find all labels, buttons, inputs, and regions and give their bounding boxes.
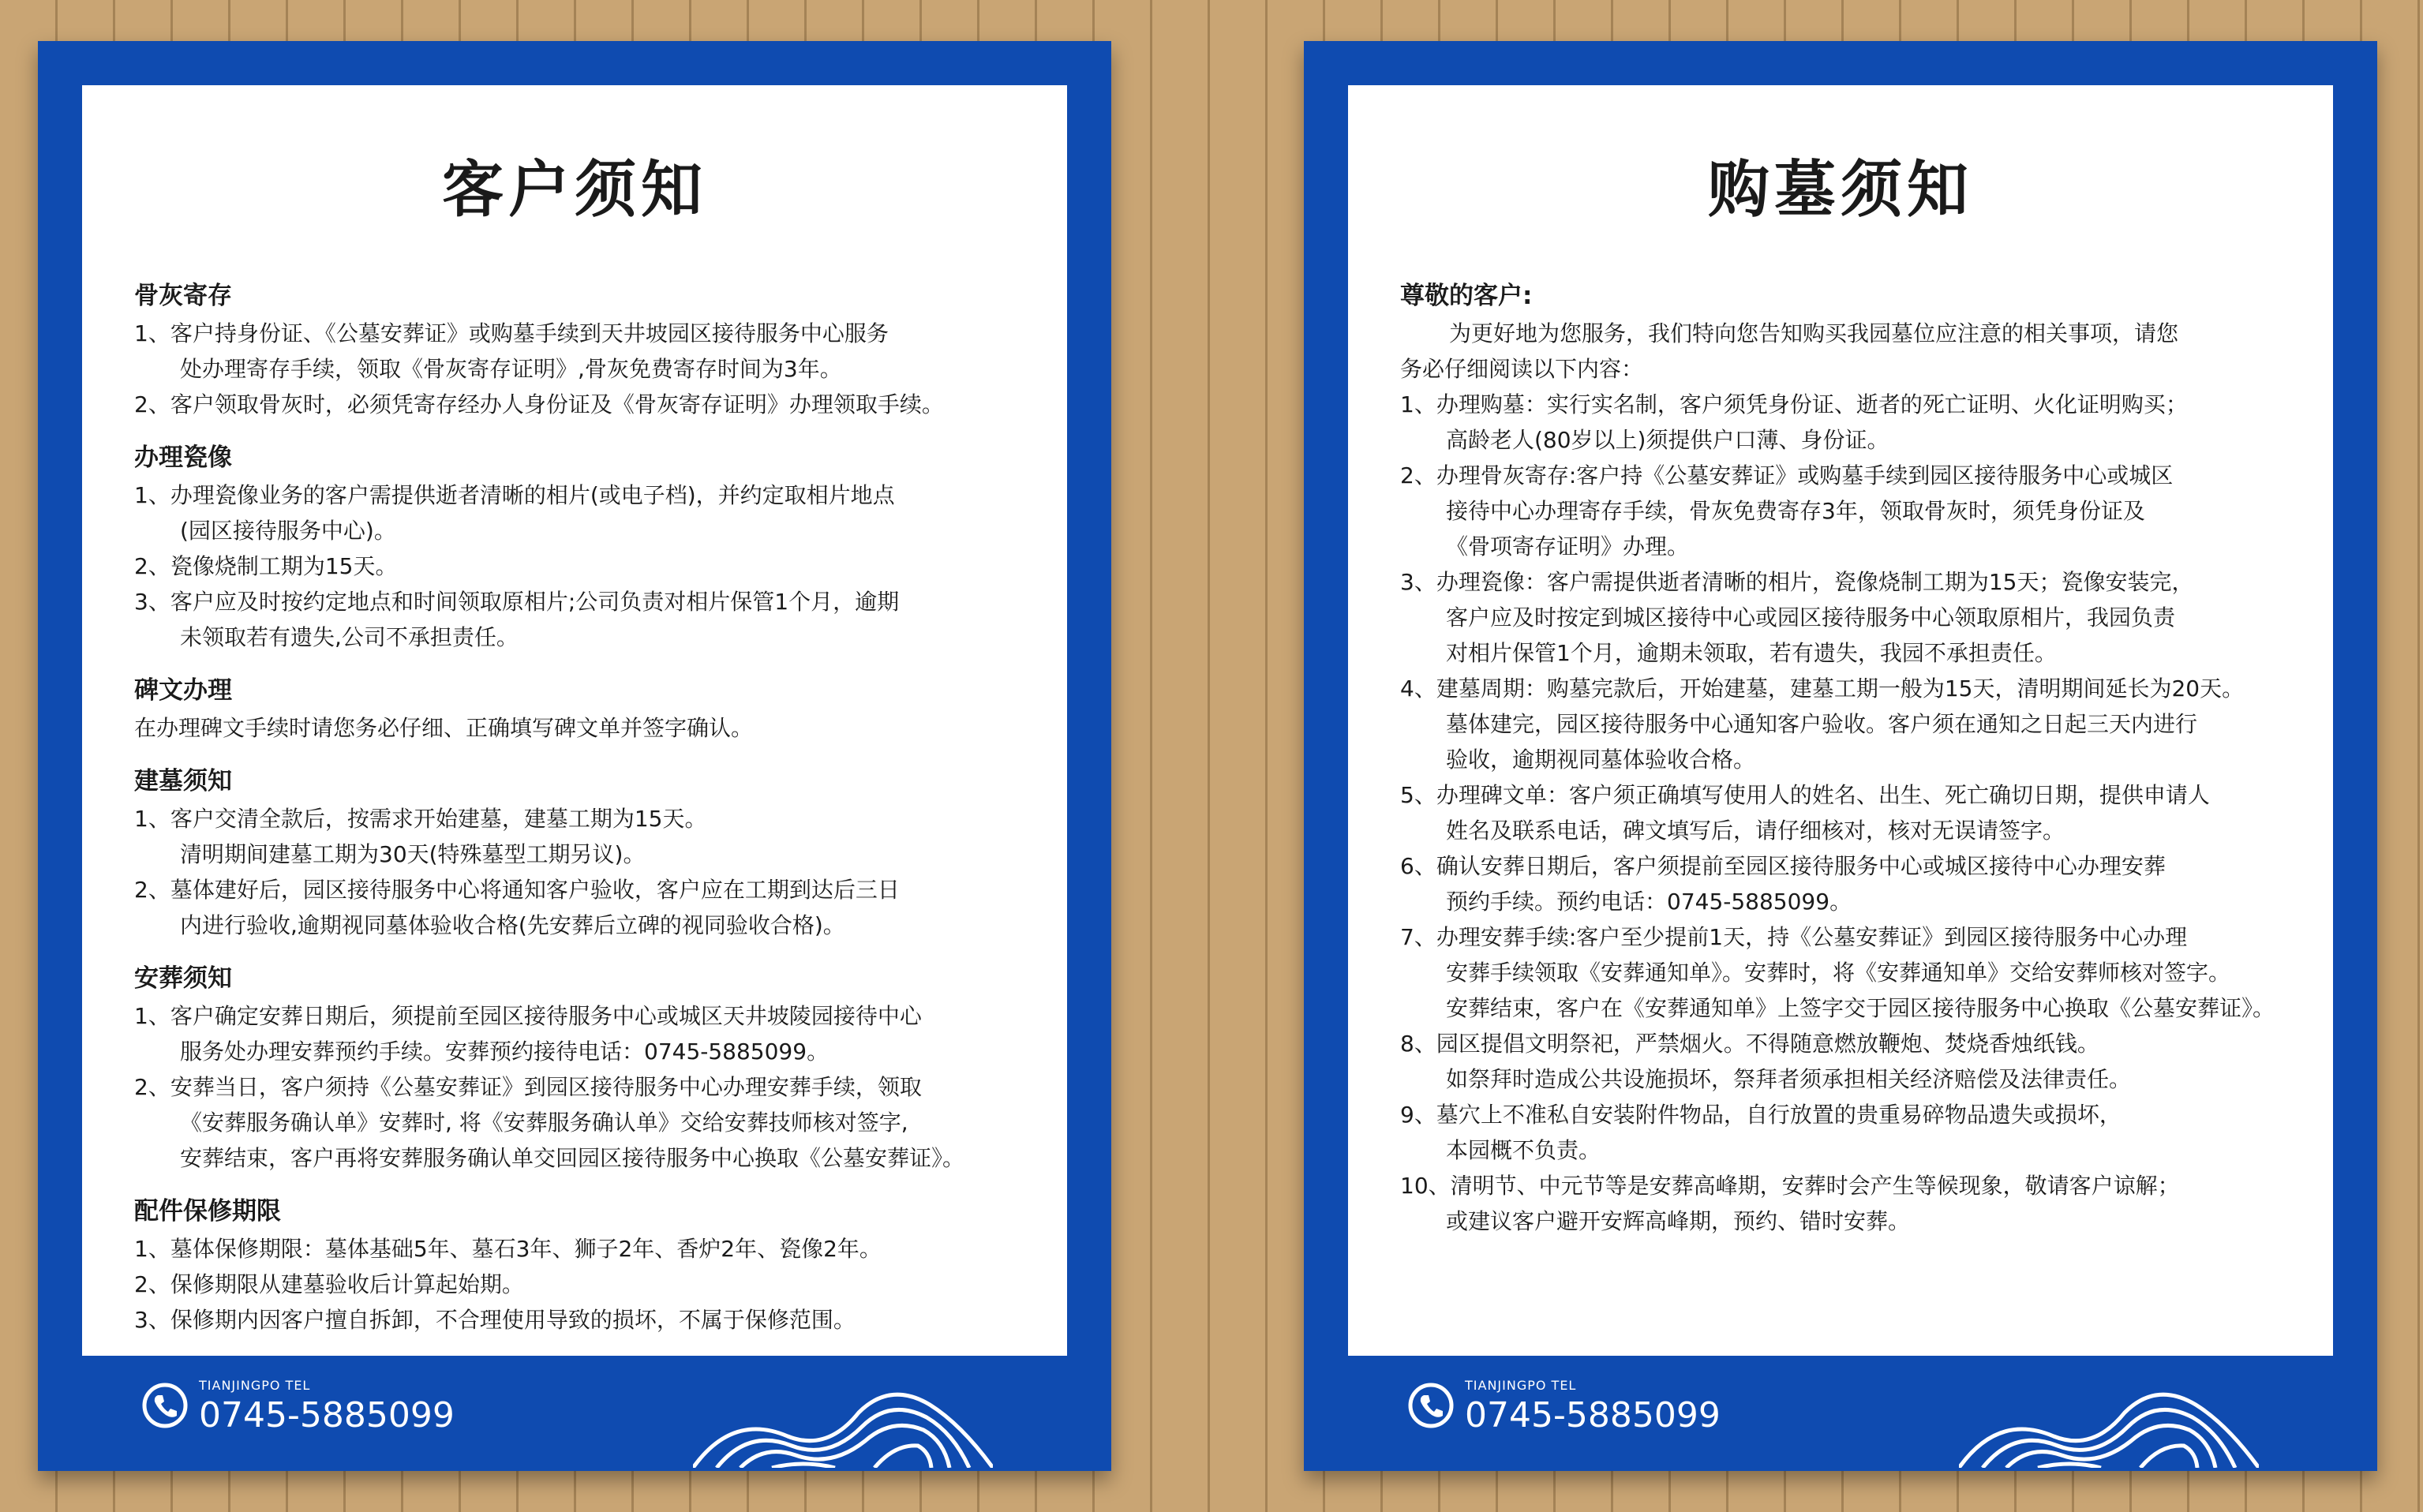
notice-line: 《安葬服务确认单》安葬时, 将《安葬服务确认单》交给安葬技师核对签字, — [180, 1110, 908, 1136]
notice-line: 为更好地为您服务，我们特向您告知购买我园墓位应注意的相关事项，请您 — [1449, 320, 2179, 346]
section-heading: 办理瓷像 — [134, 443, 232, 472]
notice-line: 对相片保管1个月，逾期未领取，若有遗失，我园不承担责任。 — [1446, 640, 2057, 666]
notice-line: (园区接待服务中心)。 — [180, 518, 396, 544]
notice-line: 7、办理安葬手续:客户至少提前1天，持《公墓安葬证》到园区接待服务中心办理 — [1400, 924, 2188, 950]
notice-line: 安葬手续领取《安葬通知单》。安葬时，将《安葬通知单》交给安葬师核对签字。 — [1446, 960, 2231, 986]
notice-line: 1、客户交清全款后，按需求开始建墓，建墓工期为15天。 — [134, 806, 707, 832]
notice-line: 客户应及时按定到城区接待中心或园区接待服务中心领取原相片，我园负责 — [1446, 604, 2176, 631]
notice-line: 3、保修期内因客户擅自拆卸，不合理使用导致的损坏，不属于保修范围。 — [134, 1307, 856, 1333]
section-heading: 建墓须知 — [134, 767, 232, 795]
left-section — [134, 276, 1015, 422]
notice-line: 姓名及联系电话，碑文填写后，请仔细核对，核对无误请签字。 — [1446, 818, 2065, 844]
right-notice-paper — [1348, 85, 2333, 1356]
notice-line: 5、办理碑文单：客户须正确填写使用人的姓名、出生、死亡确切日期，提供申请人 — [1400, 782, 2210, 808]
notice-line: 8、园区提倡文明祭祀，严禁烟火。不得随意燃放鞭炮、焚烧香烛纸钱。 — [1400, 1031, 2099, 1057]
notice-line: 在办理碑文手续时请您务必仔细、正确填写碑文单并签字确认。 — [134, 715, 754, 741]
phone-icon — [1406, 1381, 1455, 1433]
mountain-wave-logo-icon — [693, 1381, 993, 1471]
footer-phone-number: 0745-5885099 — [199, 1395, 455, 1435]
notice-line: 2、客户领取骨灰时，必须凭寄存经办人身份证及《骨灰寄存证明》办理领取手续。 — [134, 391, 944, 417]
notice-line: 2、安葬当日，客户须持《公墓安葬证》到园区接待服务中心办理安葬手续，领取 — [134, 1074, 922, 1100]
right-notice-lines — [1400, 316, 2281, 1239]
notice-line: 10、清明节、中元节等是安葬高峰期，安葬时会产生等候现象，敬请客户谅解； — [1400, 1173, 2180, 1199]
notice-line: 1、墓体保修期限：墓体基础5年、墓石3年、狮子2年、香炉2年、瓷像2年。 — [134, 1236, 882, 1262]
notice-line: 6、确认安葬日期后，客户须提前至园区接待服务中心或城区接待中心办理安葬 — [1400, 853, 2166, 879]
notice-line: 高龄老人(80岁以上)须提供户口薄、身份证。 — [1446, 427, 1889, 453]
left-notice-title: 客户须知 — [441, 154, 707, 226]
notice-line: 4、建墓周期：购墓完款后，开始建墓，建墓工期一般为15天，清明期间延长为20天。 — [1400, 676, 2245, 702]
notice-line: 本园概不负责。 — [1446, 1137, 1601, 1163]
notice-line: 2、墓体建好后，园区接待服务中心将通知客户验收，客户应在工期到达后三日 — [134, 877, 900, 903]
notice-line: 安葬结束，客户再将安葬服务确认单交回园区接待服务中心换取《公墓安葬证》。 — [180, 1145, 965, 1171]
left-section — [134, 671, 1015, 746]
left-section — [134, 959, 1015, 1176]
left-notice-sections — [134, 276, 1015, 1338]
notice-line: 如祭拜时造成公共设施损坏，祭拜者须承担相关经济赔偿及法律责任。 — [1446, 1066, 2132, 1092]
notice-line: 1、客户确定安葬日期后，须提前至园区接待服务中心或城区天井坡陵园接待中心 — [134, 1003, 922, 1029]
notice-line: 9、墓穴上不准私自安装附件物品，自行放置的贵重易碎物品遗失或损坏， — [1400, 1102, 2122, 1128]
left-notice-board — [38, 41, 1111, 1471]
notice-line: 处办理寄存手续，领取《骨灰寄存证明》,骨灰免费寄存时间为3年。 — [180, 356, 842, 382]
right-notice-title: 购墓须知 — [1707, 154, 1973, 226]
notice-line: 接待中心办理寄存手续，骨灰免费寄存3年，领取骨灰时，须凭身份证及 — [1446, 498, 2145, 524]
notice-line: 清明期间建墓工期为30天(特殊墓型工期另议)。 — [180, 841, 646, 867]
notice-line: 2、办理骨灰寄存:客户持《公墓安葬证》或购墓手续到园区接待服务中心或城区 — [1400, 462, 2174, 488]
section-heading: 安葬须知 — [134, 964, 232, 993]
notice-line: 1、客户持身份证、《公墓安葬证》或购墓手续到天井坡园区接待服务中心服务 — [134, 320, 889, 346]
right-notice-board — [1304, 41, 2377, 1471]
notice-line: 1、办理购墓：实行实名制，客户须凭身份证、逝者的死亡证明、火化证明购买； — [1400, 391, 2188, 417]
phone-icon — [140, 1381, 189, 1433]
section-heading: 骨灰寄存 — [134, 282, 232, 310]
notice-line: 或建议客户避开安辉高峰期，预约、错时安葬。 — [1446, 1208, 1911, 1234]
left-section — [134, 438, 1015, 655]
notice-line: 预约手续。预约电话：0745-5885099。 — [1446, 889, 1852, 915]
footer-company-label: TIANJINGPO TEL — [199, 1378, 311, 1393]
right-greeting: 尊敬的客户: — [1400, 282, 1533, 310]
left-notice-paper — [82, 85, 1067, 1356]
notice-line: 3、客户应及时按约定地点和时间领取原相片;公司负责对相片保管1个月，逾期 — [134, 589, 900, 615]
notice-line: 1、办理瓷像业务的客户需提供逝者清晰的相片(或电子档)，并约定取相片地点 — [134, 482, 895, 508]
notice-line: 3、办理瓷像：客户需提供逝者清晰的相片，瓷像烧制工期为15天；瓷像安装完， — [1400, 569, 2194, 595]
footer-company-label: TIANJINGPO TEL — [1465, 1378, 1577, 1393]
notice-line: 2、瓷像烧制工期为15天。 — [134, 553, 398, 579]
left-section — [134, 1192, 1015, 1338]
notice-line: 墓体建完，园区接待服务中心通知客户验收。客户须在通知之日起三天内进行 — [1446, 711, 2198, 737]
notice-line: 务必仔细阅读以下内容： — [1400, 356, 1644, 382]
notice-line: 未领取若有遗失,公司不承担责任。 — [180, 624, 519, 650]
section-heading: 配件保修期限 — [134, 1197, 281, 1226]
footer-phone-number: 0745-5885099 — [1465, 1395, 1721, 1435]
notice-line: 内进行验收,逾期视同墓体验收合格(先安葬后立碑的视同验收合格)。 — [180, 912, 845, 938]
left-section — [134, 762, 1015, 943]
notice-line: 服务处办理安葬预约手续。安葬预约接待电话：0745-5885099。 — [180, 1039, 830, 1065]
notice-line: 2、保修期限从建墓验收后计算起始期。 — [134, 1271, 524, 1297]
section-heading: 碑文办理 — [134, 676, 232, 705]
notice-line: 《骨项寄存证明》办理。 — [1446, 533, 1690, 560]
mountain-wave-logo-icon — [1959, 1381, 2259, 1471]
notice-line: 验收，逾期视同墓体验收合格。 — [1446, 747, 1756, 773]
notice-line: 安葬结束，客户在《安葬通知单》上签字交于园区接待服务中心换取《公墓安葬证》。 — [1446, 995, 2275, 1021]
